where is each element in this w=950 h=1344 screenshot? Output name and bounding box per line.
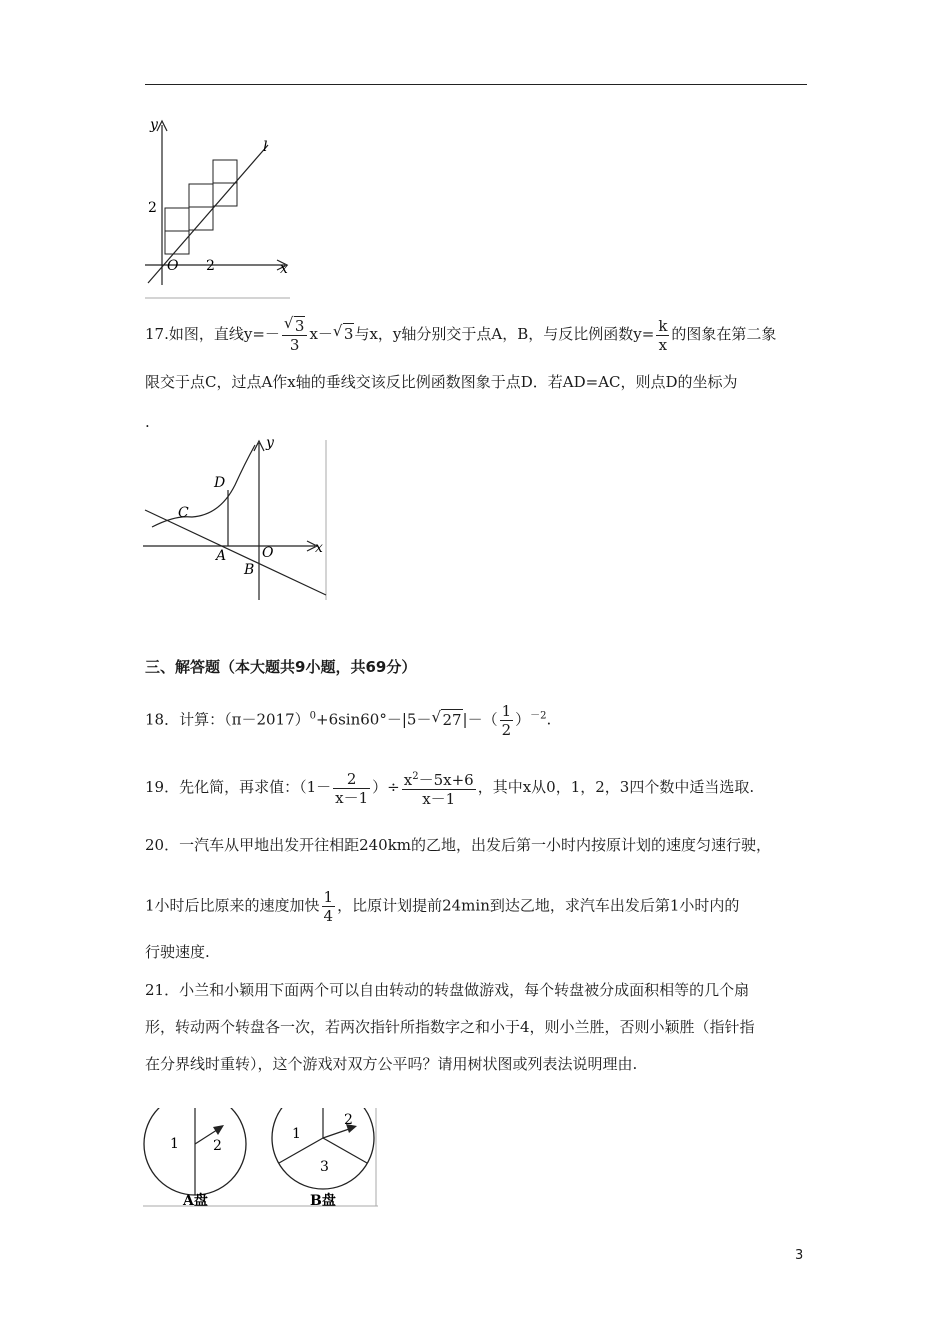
fig17-O: O [262,545,274,561]
q18-end: . [546,710,552,729]
fig17-C: C [178,505,189,521]
q19-f2-a: x [403,771,413,789]
page-number: 3 [795,1248,804,1263]
fig17-B: B [244,562,255,578]
q17-frac-num: √ 3 [294,316,306,335]
q19-f2-exp: 2 [412,771,419,782]
spinner-a [144,1108,246,1208]
q18-sqrt: √ 27 [441,709,462,730]
q18-t3: |－（ [462,710,498,729]
q18-num: 1 [501,702,512,720]
header-rule [145,84,807,85]
q18-t1: 18．计算：（π－2017） [145,710,310,729]
q18-t4: ） [515,710,531,729]
spinner-b-2: 2 [344,1112,353,1128]
q17-frac [282,316,308,354]
q21-line3: 在分界线时重转），这个游戏对双方公平吗？请用树状图或列表法说明理由. [145,1055,638,1073]
q18-exp0: 0 [309,710,316,722]
q17-sqrt: √ 3 [343,323,355,344]
q18-den: 2 [501,721,512,739]
fig17-A: A [216,548,227,564]
q17-k: k [658,316,668,335]
q19-f1-den: x－1 [335,788,369,807]
fig16-x-label: x [280,261,288,277]
q19-t1: 19．先化简，再求值：（1－ [145,778,332,796]
hyperbola-figure [140,435,330,605]
q20-num: 1 [323,888,334,906]
spinner-b [272,1108,374,1208]
fig16-origin: O [167,258,179,274]
spinner-b-3: 3 [320,1159,329,1175]
spinner-a-1: 1 [170,1136,179,1152]
q19-t2: ）÷ [372,778,400,796]
q19-f2-den: x－1 [402,789,476,808]
q18-frac [500,702,514,739]
q17-blank: . [145,413,150,431]
q17-after: 与x，y轴分别交于点A，B，与反比例函数y= [354,325,655,343]
q20-l2a: 1小时后比原来的速度加快 [145,896,320,915]
q20-l2b: ，比原计划提前24min到达乙地，求汽车出发后第1小时内的 [337,896,740,915]
q20-den: 4 [323,907,334,925]
q20-line2 [145,888,739,925]
q19-f1-num: 2 [346,769,357,788]
spinner-a-2: 2 [213,1138,222,1154]
grid-line-figure [140,115,300,300]
section-3-heading: 三、解答题（本大题共9小题，共69分） [145,658,417,676]
spinner-b-caption: B盘 [310,1193,336,1208]
spinners-figure [140,1108,380,1208]
spinner-b-1: 1 [292,1126,301,1142]
q19-frac2 [402,768,476,808]
q17-line1 [145,316,776,354]
q17-prefix: 17.如图，直线y=－ [145,325,280,343]
q20-frac [322,888,336,925]
fig16-l-label: l [263,139,268,155]
q19-frac1 [333,770,370,807]
fig17-y: y [266,435,274,451]
q17-kx-frac [656,317,669,354]
q19-f2-b: －5x+6 [418,771,474,789]
q18 [145,702,551,739]
spinner-a-caption: A盘 [183,1193,208,1208]
fig16-tick-y: 2 [148,200,157,216]
q18-t2: +6sin60°－|5－ [316,710,432,729]
q19 [145,768,754,808]
q18-exp: －2 [530,710,547,722]
q20-line1: 20．一汽车从甲地出发开往相距240km的乙地，出发后第一小时内按原计划的速度匀速行驶， [145,836,772,854]
fig16-y-label: y [150,117,158,133]
q17-line2: 限交于点C，过点A作x轴的垂线交该反比例函数图象于点D．若AD=AC，则点D的坐标为 [145,373,738,391]
fig17-D: D [214,475,226,491]
q21-line1: 21．小兰和小颖用下面两个可以自由转动的转盘做游戏，每个转盘被分成面积相等的几个扇 [145,981,750,999]
q21-line2: 形，转动两个转盘各一次，若两次指针所指数字之和小于4，则小兰胜，否则小颖胜（指针指 [145,1018,755,1036]
q17-mid: x－ [309,325,333,343]
q17-x: x [656,335,669,354]
fig16-tick-x: 2 [206,258,215,274]
q19-t3: ，其中x从0，1，2，3四个数中适当选取. [477,778,755,796]
q20-line3: 行驶速度. [145,943,210,961]
q17-tail: 的图象在第二象 [671,325,777,343]
fig17-x: x [315,540,323,556]
q17-frac-den: 3 [282,335,308,354]
